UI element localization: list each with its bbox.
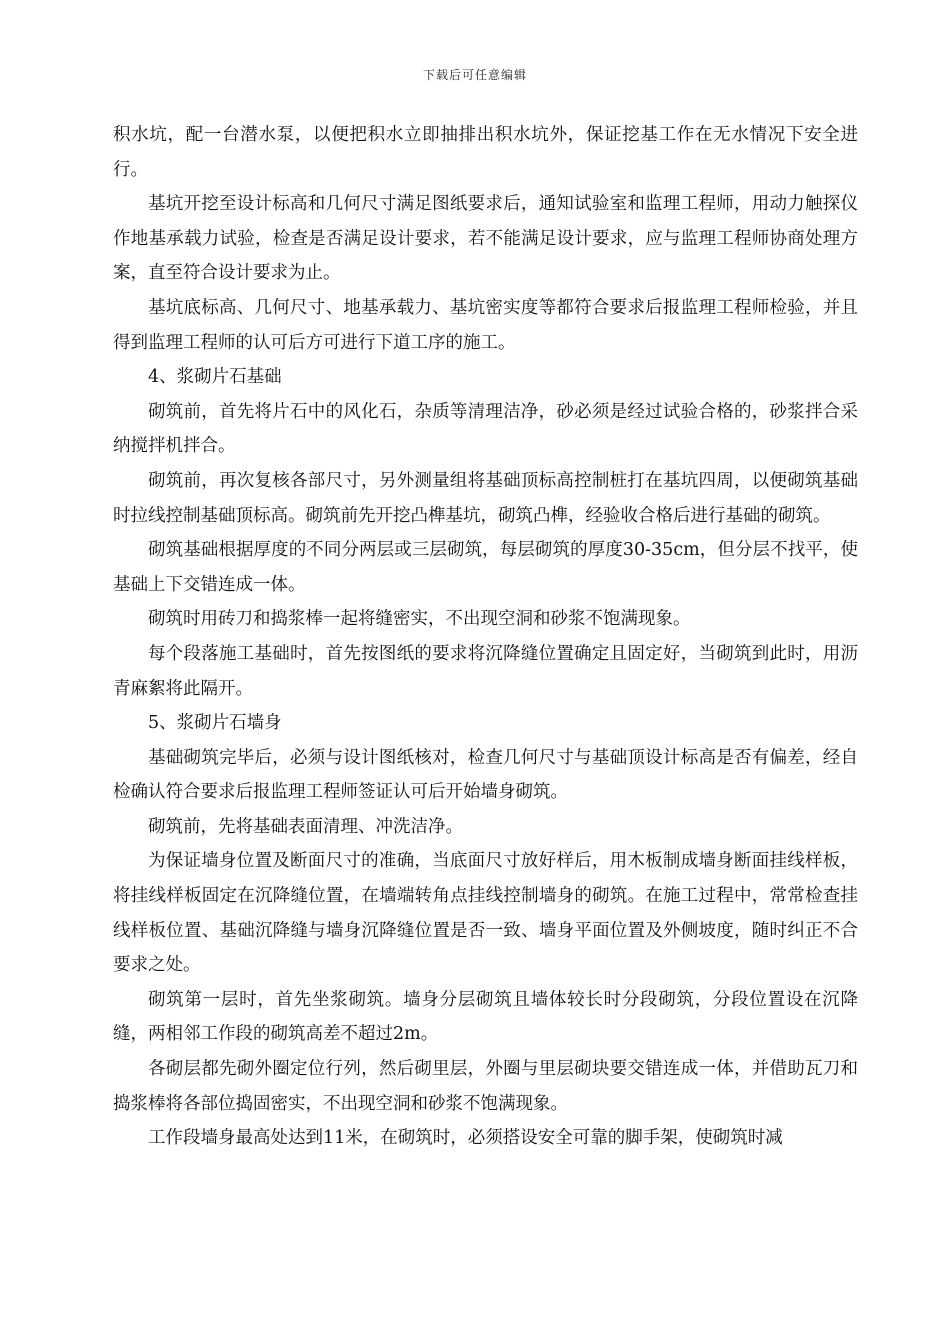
paragraph-6: 砌筑基础根据厚度的不同分两层或三层砌筑，每层砌筑的厚度30-35cm，但分层不找平，使基础上下交错连成一体。	[113, 540, 858, 595]
paragraph-10: 砌筑前，先将基础表面清理、冲洗洁净。	[148, 816, 463, 837]
paragraph-14: 工作段墙身最高处达到11米，在砌筑时，必须搭设安全可靠的脚手架，使砌筑时减	[148, 1128, 783, 1149]
paragraph-1: 积水坑，配一台潜水泵，以便把积水立即抽排出积水坑外，保证挖基工作在无水情况下安全进行。	[113, 125, 858, 180]
section-heading-4: 4、浆砌片石基础	[148, 367, 282, 388]
paragraph-8: 每个段落施工基础时，首先按图纸的要求将沉降缝位置确定且固定好，当砌筑到此时，用沥青麻絮将此隔开。	[113, 643, 858, 699]
section-heading-5: 5、浆砌片石墙身	[148, 713, 282, 734]
page-header: 下载后可任意编辑	[422, 68, 527, 82]
paragraph-2: 基坑开挖至设计标高和几何尺寸满足图纸要求后，通知试验室和监理工程师，用动力触探仪作地基承载力试验，检查是否满足设计要求，若不能满足设计要求，应与监理工程师协商处理方案，直至符合设计要求为止。	[113, 194, 858, 284]
paragraph-4: 砌筑前，首先将片石中的风化石，杂质等清理洁净，砂必须是经过试验合格的，砂浆拌合采纳搅拌机拌合。	[113, 401, 858, 457]
paragraph-7: 砌筑时用砖刀和捣浆棒一起将缝密实，不出现空洞和砂浆不饱满现象。	[148, 609, 691, 630]
paragraph-11: 为保证墙身位置及断面尺寸的准确，当底面尺寸放好样后，用木板制成墙身断面挂线样板，将挂线样板固定在沉降缝位置，在墙端转角点挂线控制墙身的砌筑。在施工过程中，常常检查挂线样板位置、基础沉降缝与墙身沉降缝位置是否一致、墙身平面位置及外侧坡度，随时纠正不合要求之处。	[113, 851, 858, 976]
paragraph-5: 砌筑前，再次复核各部尺寸，另外测量组将基础顶标高控制桩打在基坑四周，以便砌筑基础时拉线控制基础顶标高。砌筑前先开挖凸榫基坑，砌筑凸榫，经验收合格后进行基础的砌筑。	[113, 470, 858, 526]
document-body	[113, 118, 858, 1156]
paragraph-13: 各砌层都先砌外圈定位行列，然后砌里层，外圈与里层砌块要交错连成一体，并借助瓦刀和捣浆棒将各部位捣固密实，不出现空洞和砂浆不饱满现象。	[113, 1059, 858, 1114]
paragraph-12: 砌筑第一层时，首先坐浆砌筑。墙身分层砌筑且墙体较长时分段砌筑，分段位置设在沉降缝，两相邻工作段的砌筑高差不超过2m。	[113, 989, 858, 1045]
paragraph-3: 基坑底标高、几何尺寸、地基承载力、基坑密实度等都符合要求后报监理工程师检验，并且得到监理工程师的认可后方可进行下道工序的施工。	[113, 297, 858, 353]
paragraph-9: 基础砌筑完毕后，必须与设计图纸核对，检查几何尺寸与基础顶设计标高是否有偏差，经自检确认符合要求后报监理工程师签证认可后开始墙身砌筑。	[113, 747, 858, 803]
